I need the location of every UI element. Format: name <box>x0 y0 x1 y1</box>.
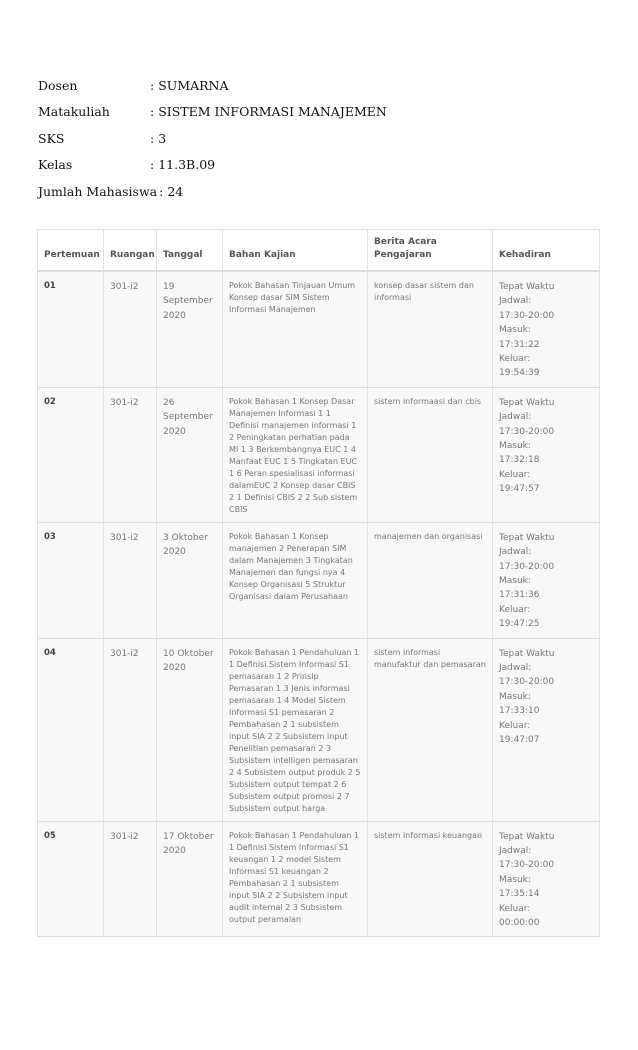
jadwal-value: 17:30-20:00 <box>499 860 555 871</box>
status-text: Tepat Waktu <box>499 282 555 293</box>
info-label: Jumlah Mahasiswa <box>38 183 158 199</box>
cell-berita-acara: sistem informasi manufaktur dan pemasaran <box>368 638 493 821</box>
jadwal-label: Jadwal: <box>499 547 532 558</box>
header-bahan-kajian: Bahan Kajian <box>223 230 368 272</box>
info-separator: : <box>159 183 164 199</box>
keluar-label: Keluar: <box>499 354 531 365</box>
cell-tanggal: 26 September 2020 <box>157 387 223 522</box>
info-label: SKS <box>38 130 65 146</box>
info-row-sks <box>38 125 387 152</box>
cell-kehadiran <box>493 387 600 522</box>
cell-ruangan: 301-i2 <box>104 821 157 937</box>
keluar-label: Keluar: <box>499 720 531 731</box>
cell-ruangan: 301-i2 <box>104 387 157 522</box>
status-text: Tepat Waktu <box>499 648 555 659</box>
cell-bahan-kajian: Pokok Bahasan Tinjauan Umum Konsep dasar SIM Sistem Informasi Manajemen <box>223 271 368 387</box>
cell-tanggal: 17 Oktober 2020 <box>157 821 223 937</box>
cell-bahan-kajian: Pokok Bahasan 1 Konsep manajemen 2 Penerapan SIM dalam Manajemen 3 Tingkatan Manajemen dan fungsi nya 4 Konsep Organisasi 5 Struktur Organisasi dalam Perusahaan <box>223 522 368 638</box>
info-row-jumlah <box>38 178 387 205</box>
info-label: Matakuliah <box>38 104 110 120</box>
table-row <box>38 821 600 937</box>
masuk-label: Masuk: <box>499 441 531 451</box>
sks-value: 3 <box>158 130 167 146</box>
keluar-label: Keluar: <box>499 903 531 914</box>
keluar-value: 00:00:00 <box>499 917 540 928</box>
info-label: Dosen <box>38 77 78 93</box>
info-separator: : <box>150 77 155 93</box>
course-info <box>38 72 387 205</box>
cell-pertemuan: 02 <box>38 387 104 522</box>
cell-tanggal: 19 September 2020 <box>157 271 223 387</box>
keluar-label: Keluar: <box>499 604 531 615</box>
info-label: Kelas <box>38 157 73 173</box>
cell-ruangan: 301-i2 <box>104 271 157 387</box>
jadwal-label: Jadwal: <box>499 412 532 423</box>
cell-pertemuan: 03 <box>38 522 104 638</box>
cell-kehadiran <box>493 821 600 937</box>
info-separator: : <box>150 157 155 173</box>
masuk-label: Masuk: <box>499 874 531 885</box>
jadwal-value: 17:30-20:00 <box>499 310 555 321</box>
keluar-value: 19:47:57 <box>499 484 540 495</box>
cell-berita-acara: sistem informaasi dan cbis <box>368 387 493 522</box>
cell-tanggal: 3 Oktober 2020 <box>157 522 223 638</box>
dosen-value: SUMARNA <box>158 77 229 93</box>
info-row-dosen <box>38 72 387 99</box>
jumlah-value: 24 <box>167 183 184 199</box>
cell-kehadiran <box>493 522 600 638</box>
cell-bahan-kajian: Pokok Bahasan 1 Pendahuluan 1 1 Definisi Sistem Informasi S1 keuangan 1 2 model Sistem Informasi S1 keuangan 2 Pembahasan 2 1 subsistem input SIA 2 2 Subsistem input audit internal 2 3 Subsistem output peramalan <box>223 821 368 937</box>
jadwal-value: 17:30-20:00 <box>499 561 555 572</box>
header-ruangan: Ruangan <box>104 230 157 272</box>
masuk-label: Masuk: <box>499 576 531 586</box>
keluar-value: 19:47:07 <box>499 734 540 745</box>
masuk-value: 17:31:36 <box>499 590 540 601</box>
table-row <box>38 271 600 387</box>
header-tanggal: Tanggal <box>157 230 223 272</box>
cell-berita-acara: sistem informasi keuangan <box>368 821 493 937</box>
attendance-table <box>37 229 600 937</box>
cell-kehadiran <box>493 638 600 821</box>
cell-pertemuan: 01 <box>38 271 104 387</box>
cell-pertemuan: 04 <box>38 638 104 821</box>
info-separator: : <box>150 104 155 120</box>
jadwal-label: Jadwal: <box>499 845 532 856</box>
cell-berita-acara: manajemen dan organisasi <box>368 522 493 638</box>
table-header-row <box>38 230 600 272</box>
cell-berita-acara: konsep dasar sistem dan informasi <box>368 271 493 387</box>
keluar-value: 19:54:39 <box>499 368 540 379</box>
status-text: Tepat Waktu <box>499 831 555 842</box>
status-text: Tepat Waktu <box>499 397 555 408</box>
status-text: Tepat Waktu <box>499 532 555 543</box>
header-pertemuan: Pertemuan <box>38 230 104 272</box>
jadwal-label: Jadwal: <box>499 296 532 307</box>
jadwal-value: 17:30-20:00 <box>499 677 555 688</box>
cell-bahan-kajian: Pokok Bahasan 1 Pendahuluan 1 1 Definisi Sistem Informasi S1 pemasaran 1 2 Prinsip Pemasaran 1 3 Jenis informasi pemasaran 1 4 Model Sistem Informasi S1 pemasaran 2 Pembahasan 2 1 subsistem input SIA 2 2 Subsistem input Penelitian pemasaran 2 3 Subsistem intelligen pemasaran 2 4 Subsistem output produk 2 5 Subsistem output tempat 2 6 Subsistem output promosi 2 7 Subsistem output harga <box>223 638 368 821</box>
table-row <box>38 638 600 821</box>
cell-ruangan: 301-i2 <box>104 522 157 638</box>
info-row-matakuliah <box>38 99 387 126</box>
attendance-table-wrap <box>37 229 599 937</box>
masuk-value: 17:31:22 <box>499 339 540 350</box>
table-row <box>38 387 600 522</box>
cell-tanggal: 10 Oktober 2020 <box>157 638 223 821</box>
jadwal-value: 17:30-20:00 <box>499 426 555 437</box>
kelas-value: 11.3B.09 <box>158 157 216 173</box>
cell-pertemuan: 05 <box>38 821 104 937</box>
table-row <box>38 522 600 638</box>
masuk-label: Masuk: <box>499 325 531 336</box>
jadwal-label: Jadwal: <box>499 662 532 673</box>
masuk-value: 17:32:18 <box>499 455 540 466</box>
masuk-value: 17:33:10 <box>499 706 540 717</box>
keluar-value: 19:47:25 <box>499 619 540 630</box>
header-kehadiran: Kehadiran <box>493 230 600 272</box>
matakuliah-value: SISTEM INFORMASI MANAJEMEN <box>158 104 387 120</box>
masuk-label: Masuk: <box>499 691 531 702</box>
info-row-kelas <box>38 152 387 179</box>
cell-ruangan: 301-i2 <box>104 638 157 821</box>
masuk-value: 17:35:14 <box>499 889 540 900</box>
cell-bahan-kajian: Pokok Bahasan 1 Konsep Dasar Manajemen Informasi 1 1 Definisi manajemen informasi 1 2 Peningkatan perhatian pada MI 1 3 Berkembangnya EUC 1 4 Manfaat EUC 1 5 Tingkatan EUC 1 6 Peran spesialisasi informasi dalamEUC 2 Konsep dasar CBIS 2 1 Definisi CBIS 2 2 Sub sistem CBIS <box>223 387 368 522</box>
keluar-label: Keluar: <box>499 469 531 480</box>
cell-kehadiran <box>493 271 600 387</box>
header-berita-acara: Berita Acara Pengajaran <box>368 230 493 272</box>
info-separator: : <box>150 130 155 146</box>
